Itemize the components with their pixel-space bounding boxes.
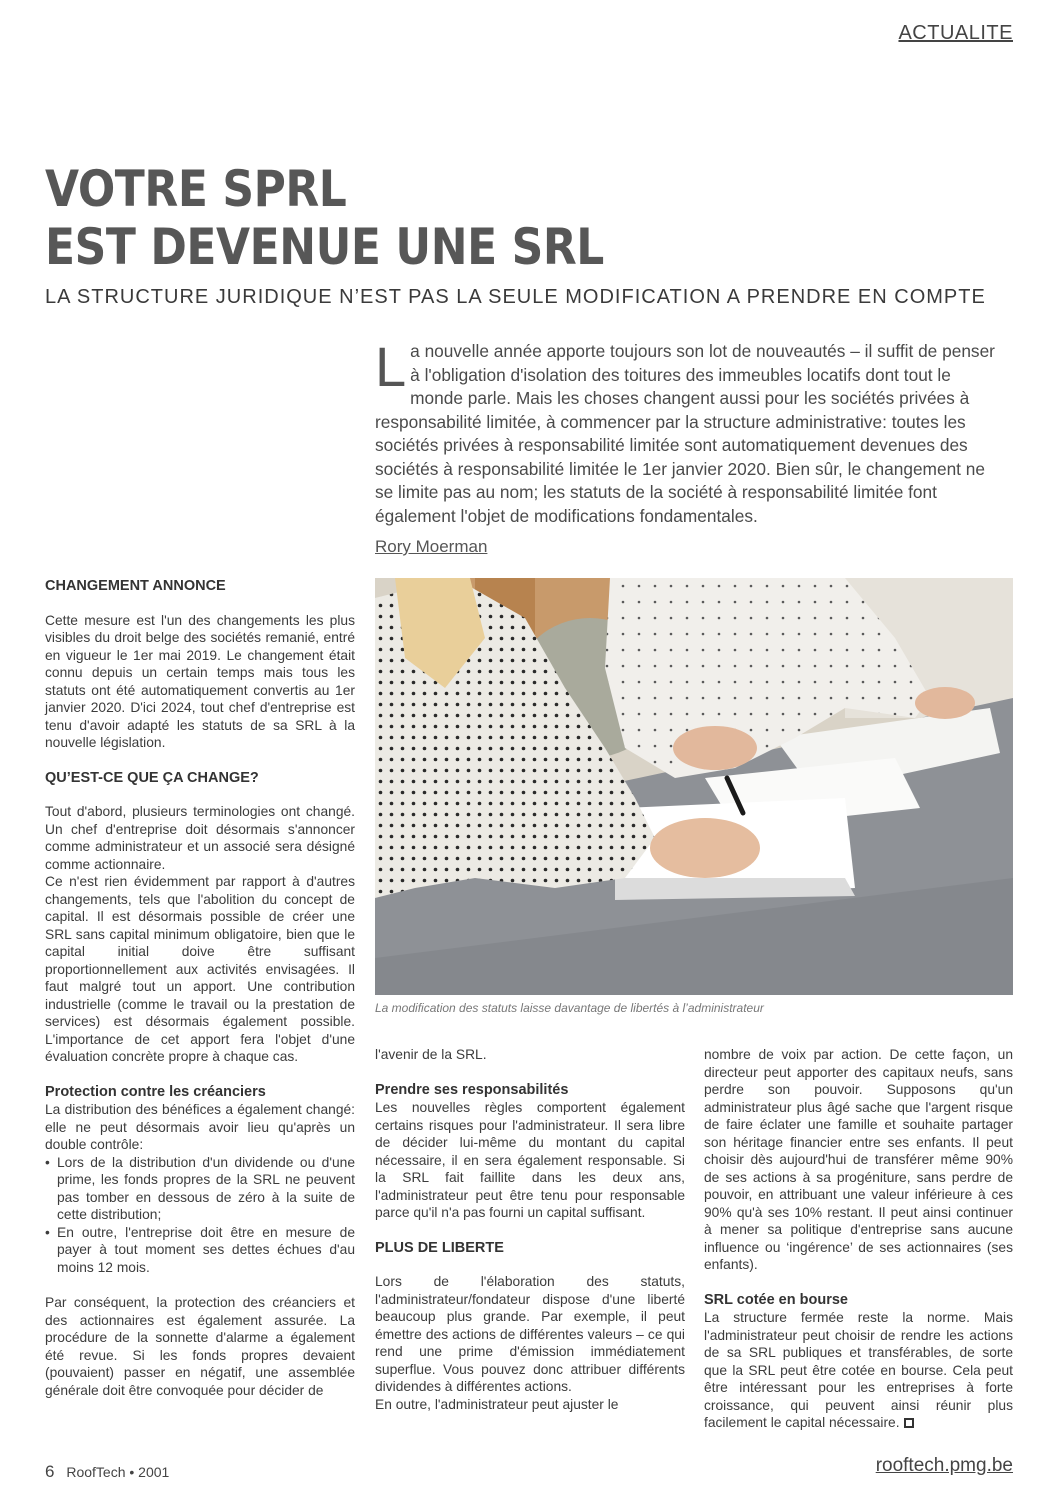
paragraph-en-outre: En outre, l'administrateur peut ajuster le [375,1396,619,1412]
headline-line-1: VOTRE SPRL [45,160,347,218]
section-label: ACTUALITE [898,22,1013,44]
photo-illustration [375,578,1013,995]
column-3 [704,1046,1013,1432]
list-item: • Lors de la distribution d'un dividende ou d'une prime, les fonds propres de la SRL ne peuvent pas tomber en dessous de zéro à la suite de cette distribution; [45,1154,355,1224]
heading-ce-que-ca-change: QU’EST-CE QUE ÇA CHANGE? [45,769,259,786]
magazine-issue: RoofTech • 2001 [66,1464,170,1480]
website-link[interactable]: rooftech.pmg.be [875,1455,1013,1476]
subtitle: LA STRUCTURE JURIDIQUE N’EST PAS LA SEULE MODIFICATION A PRENDRE EN COMPTE [45,286,986,308]
headline [45,160,604,276]
paragraph-protection: La distribution des bénéfices a également changé: elle ne peut désormais avoir lieu qu'après un double contrôle: [45,1102,355,1152]
heading-changement-annonce: CHANGEMENT ANNONCE [45,578,226,594]
author-byline[interactable]: Rory Moerman [375,537,488,556]
paragraph-annonce: Cette mesure est l'un des changements les plus visibles du droit belge des sociétés remanié, entré en vigueur le 1er mai 2019. Le changement était connu depuis un certain temps mais tous les statuts ont été automatiquement convertis au 1er janvier 2020. D'ici 2024, tout chef d'entreprise est tenu d'avoir adapté les statuts de sa SRL à la nouvelle législation. [45,612,355,750]
headline-line-2: EST DEVENUE UNE SRL [45,218,604,276]
intro-text: a nouvelle année apporte toujours son lot de nouveautés – il suffit de penser à l'obligation d'isolation des toitures des immeubles locatifs dont tout le monde parle. Mais les choses changent aussi pour les sociétés privées à responsabilité limitée, à commencer par la structure administrative: toutes les sociétés privées à responsabilité limitée sont automatiquement devenues des sociétés à responsabilité limitée le 1er janvier 2020. Bien sûr, le changement ne se limite pas au nom; les statuts de la société à responsabilité limitée font également l'objet de modifications fondamentales. [375,341,995,526]
paragraph-avenir: l'avenir de la SRL. [375,1047,487,1062]
column-1 [45,578,355,1399]
drop-cap: L [375,335,407,398]
end-of-article-icon [904,1418,914,1428]
list-item: • En outre, l'entreprise doit être en mesure de payer à tout moment ses dettes échues d'au moins 12 mois. [45,1224,355,1277]
paragraph-change-2: Ce n'est rien évidemment par rapport à d'autres changements, tels que l'abolition du concept de capital. Il est désormais possible de créer une SRL sans capital minimum obligatoire, bien que le capital initial doive être suffisant proportionnellement aux activités envisagées. Il faut malgré tout un apport. Une contribution industrielle (comme le travail ou la prestation de services) est désormais également possible. L'importance de cet apport fera l'objet d'une évaluation concrète propre à chaque cas. [45,874,355,1064]
paragraph-voix: nombre de voix par action. De cette façon, un directeur peut apporter des capitaux neufs, sans perdre son pouvoir. Supposons qu'un administrateur plus âgé sache que l'argent risque de faire éclater une famille et souhaite partager son héritage financier entre ses enfants. Il peut choisir dès aujourd'hui de transférer même 90% de ses actions à sa progéniture, sans perdre de pouvoir, en attribuant une valeur inférieure à ces 90% qu'à ses 10% restant. Il peut ainsi continuer à mener sa politique d'entreprise sans aucune influence ou ‘ingérence’ de ses actionnaires (ses enfants). [704,1047,1013,1272]
article-photo [375,578,1013,995]
column-2 [375,1046,685,1413]
paragraph-consequent: Par conséquent, la protection des créanciers et des actionnaires est également assurée. La procédure de la sonnette d'alarme a également été revue. Si les fonds propres devaient (pouvaient) passer en négatif, une assemblée générale doit être convoquée pour décider de [45,1295,355,1398]
photo-caption: La modification des statuts laisse davantage de libertés à l’administrateur [375,1001,764,1015]
paragraph-change-1: Tout d'abord, plusieurs terminologies ont changé. Un chef d'entreprise doit désormais s'annoncer comme administrateur et un associé sera désigné comme actionnaire. [45,804,355,872]
footer-left [45,1462,169,1482]
heading-srl-cotee: SRL cotée en bourse [704,1291,848,1308]
paragraph-bourse [704,1309,1013,1432]
paragraph-bourse-text: La structure fermée reste la norme. Mais l'administrateur peut choisir de rendre les actions de sa SRL publiques et transférables, de sorte que la SRL peut être cotée en bourse. Cela peut être intéressant pour les entreprises à forte croissance, qui peuvent ainsi réunir plus facilement le capital nécessaire. [704,1310,1013,1430]
page-number: 6 [45,1462,55,1481]
paragraph-responsabilites: Les nouvelles règles comportent également certains risques pour l'administrateur. Il sera libre de décider lui-même du montant du capital nécessaire, il en sera également responsable. Si la SRL fait faillite dans les deux ans, l'administrateur peut être tenu pour responsable parce qu'il n'a pas fourni un capital suffisant. [375,1100,685,1220]
heading-protection: Protection contre les créanciers [45,1083,266,1100]
paragraph-liberte: Lors de l'élaboration des statuts, l'administrateur/fondateur dispose d'une liberté beaucoup plus grande. Par exemple, il peut émettre des actions de différentes valeurs – ce qui rend une prime d'émission immédiatement superflue. Vous pouvez donc attribuer différents dividendes à différentes actions. [375,1274,685,1394]
heading-responsabilites: Prendre ses responsabilités [375,1081,569,1098]
intro-paragraph [375,335,1005,528]
heading-plus-de-liberte: PLUS DE LIBERTE [375,1239,504,1256]
protection-list [45,1154,355,1277]
